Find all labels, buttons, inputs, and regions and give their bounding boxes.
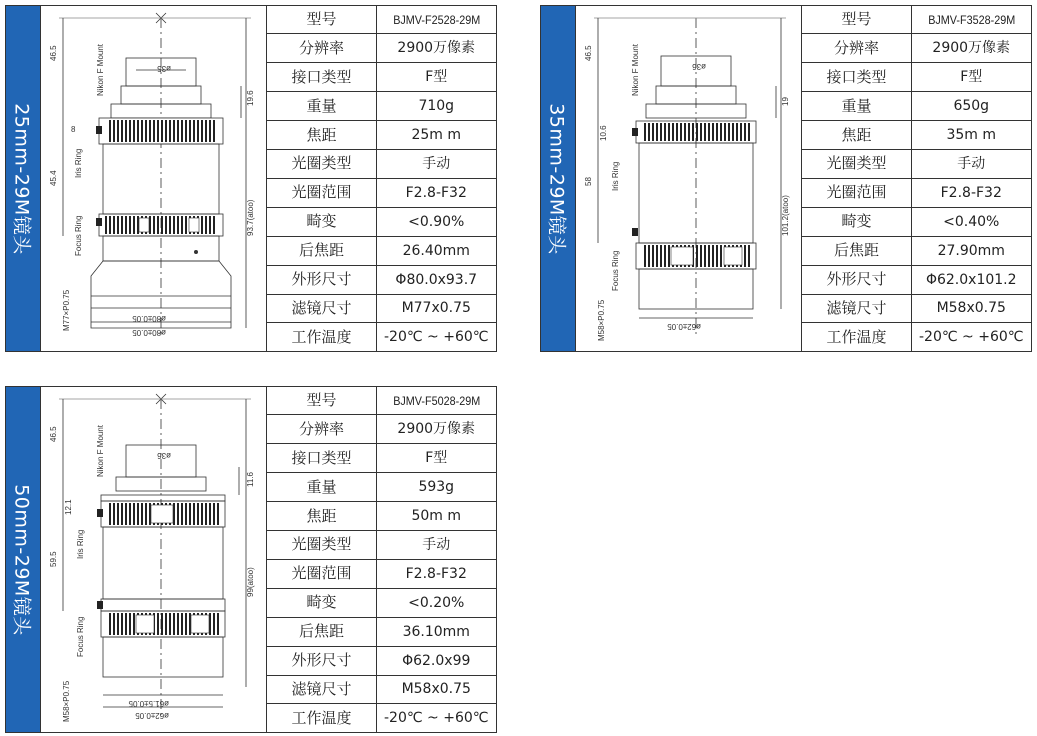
table-row	[267, 444, 496, 473]
spec-key: 光圈范围	[802, 178, 912, 207]
spec-table	[266, 6, 496, 351]
table-row	[802, 6, 1031, 34]
spec-key: 分辨率	[267, 34, 377, 63]
focus-ring-label: Focus Ring	[76, 616, 85, 657]
spec-key: 焦距	[267, 502, 377, 531]
table-row	[267, 617, 496, 646]
table-row	[267, 323, 496, 351]
iris-knurl	[107, 120, 217, 142]
table-row	[267, 704, 496, 732]
table-row	[267, 63, 496, 92]
lens-card-25mm	[5, 5, 497, 352]
spec-value: 593g	[377, 473, 496, 502]
spec-value: Φ62.0x101.2	[912, 265, 1031, 294]
mount-label: Nikon F Mount	[631, 43, 640, 96]
spec-value: 25m m	[377, 121, 496, 150]
spec-key: 畸变	[802, 207, 912, 236]
table-row	[267, 531, 496, 560]
spec-key: 重量	[267, 473, 377, 502]
table-row	[267, 265, 496, 294]
lens-card-35mm	[540, 5, 1032, 352]
dim-front-diameter: ø61.5±0.05	[128, 699, 169, 708]
spec-key: 后焦距	[267, 236, 377, 265]
spec-value: 50m m	[377, 502, 496, 531]
spec-value: M77x0.75	[377, 294, 496, 323]
spec-value: BJMV-F3528-29M	[917, 6, 1024, 34]
table-row	[267, 588, 496, 617]
spec-value: F2.8-F32	[377, 559, 496, 588]
spec-key: 工作温度	[267, 704, 377, 732]
table-row	[267, 502, 496, 531]
spec-value: 手动	[377, 531, 496, 560]
spec-value: 26.40mm	[377, 236, 496, 265]
spec-value: F型	[377, 444, 496, 473]
spec-value: -20℃ ~ +60℃	[377, 323, 496, 351]
lens-drawing	[575, 6, 801, 351]
dim-front-diameter: ø80±0.05	[132, 314, 166, 323]
spec-key: 接口类型	[802, 63, 912, 92]
spec-value: F型	[912, 63, 1031, 92]
dim-mount-diameter: ø36	[692, 62, 706, 71]
table-row	[267, 473, 496, 502]
table-row	[267, 121, 496, 150]
spec-key: 型号	[267, 387, 377, 415]
spec-value: <0.40%	[912, 207, 1031, 236]
table-row	[267, 207, 496, 236]
table-row	[267, 294, 496, 323]
iris-ring-label: Iris Ring	[611, 161, 620, 191]
dim-outer-diameter: ø62±0.05	[135, 711, 169, 720]
spec-key: 工作温度	[267, 323, 377, 351]
spec-value: 27.90mm	[912, 236, 1031, 265]
table-row	[267, 559, 496, 588]
side-label	[6, 387, 40, 732]
lens-diagram	[41, 6, 266, 351]
focus-knurl	[105, 216, 217, 234]
spec-key: 型号	[267, 6, 377, 34]
dim-mount-depth: 19.6	[246, 90, 255, 106]
thread-label: M77×P0.75	[62, 289, 71, 331]
lens-drawing	[40, 6, 266, 351]
spec-value: <0.20%	[377, 588, 496, 617]
spec-key: 接口类型	[267, 63, 377, 92]
spec-value: F2.8-F32	[377, 178, 496, 207]
dim-height-top: 46.5	[584, 45, 593, 61]
spec-value: 2900万像素	[377, 34, 496, 63]
dim-body-length: 45.4	[49, 170, 58, 186]
spec-value: 650g	[912, 92, 1031, 121]
thread-label: M58×P0.75	[597, 299, 606, 341]
spec-value: 710g	[377, 92, 496, 121]
spec-key: 重量	[267, 92, 377, 121]
spec-key: 外形尺寸	[267, 646, 377, 675]
table-row	[802, 236, 1031, 265]
spec-value: -20℃ ~ +60℃	[377, 704, 496, 732]
dim-mount-diameter: ø36	[157, 451, 171, 460]
table-row	[267, 415, 496, 444]
spec-key: 畸变	[267, 588, 377, 617]
spec-key: 滤镜尺寸	[267, 294, 377, 323]
spec-key: 光圈范围	[267, 178, 377, 207]
dim-total-length: 99(atoo)	[246, 567, 255, 597]
dim-outer-diameter: ø62±0.05	[667, 322, 701, 331]
spec-value: Φ80.0x93.7	[377, 265, 496, 294]
spec-table	[266, 387, 496, 732]
table-row	[802, 323, 1031, 351]
table-row	[267, 178, 496, 207]
focus-ring-label: Focus Ring	[74, 215, 83, 256]
table-row	[267, 92, 496, 121]
table-row	[802, 150, 1031, 179]
spec-key: 畸变	[267, 207, 377, 236]
spec-value: F2.8-F32	[912, 178, 1031, 207]
dim-height-top: 46.5	[49, 426, 58, 442]
table-row	[267, 150, 496, 179]
spec-value: M58x0.75	[912, 294, 1031, 323]
spec-table	[801, 6, 1031, 351]
lens-card-50mm	[5, 386, 497, 733]
table-row	[802, 34, 1031, 63]
spec-value: <0.90%	[377, 207, 496, 236]
mount-label: Nikon F Mount	[96, 424, 105, 477]
spec-key: 光圈类型	[267, 531, 377, 560]
side-label-text: 35mm-29M镜头	[545, 102, 568, 255]
table-row	[802, 178, 1031, 207]
side-label	[6, 6, 40, 351]
dim-body-length: 58	[584, 177, 593, 186]
spec-value: 35m m	[912, 121, 1031, 150]
spec-key: 光圈类型	[267, 150, 377, 179]
spec-value: BJMV-F5028-29M	[382, 387, 489, 415]
dim-total-length: 93.7(atoo)	[246, 199, 255, 236]
dim-mount-depth: 19	[781, 97, 790, 106]
spec-value: BJMV-F2528-29M	[382, 6, 489, 34]
table-row	[802, 207, 1031, 236]
dim-mount-depth: 11.6	[246, 472, 255, 487]
spec-key: 滤镜尺寸	[267, 675, 377, 704]
lens-diagram	[41, 387, 266, 732]
dim-height-top: 46.5	[49, 45, 58, 61]
spec-key: 光圈类型	[802, 150, 912, 179]
lens-drawing	[40, 387, 266, 732]
spec-key: 滤镜尺寸	[802, 294, 912, 323]
spec-value: 2900万像素	[912, 34, 1031, 63]
spec-key: 型号	[802, 6, 912, 34]
table-row	[802, 121, 1031, 150]
spec-key: 工作温度	[802, 323, 912, 351]
dim-iris-width: 8	[71, 125, 76, 134]
iris-ring-label: Iris Ring	[74, 148, 83, 178]
spec-key: 焦距	[267, 121, 377, 150]
dim-mount-diameter: ø35	[157, 64, 171, 73]
dim-outer-diameter: ø80±0.05	[132, 328, 166, 337]
mount-label: Nikon F Mount	[96, 43, 105, 96]
table-row	[267, 34, 496, 63]
side-label	[541, 6, 575, 351]
spec-key: 光圈范围	[267, 559, 377, 588]
dim-total-length: 101.2(atoo)	[781, 195, 790, 236]
table-row	[802, 92, 1031, 121]
dim-iris-width: 10.6	[599, 125, 608, 141]
spec-value: 36.10mm	[377, 617, 496, 646]
table-row	[802, 265, 1031, 294]
spec-key: 重量	[802, 92, 912, 121]
iris-ring-label: Iris Ring	[76, 529, 85, 559]
table-row	[802, 294, 1031, 323]
spec-value: -20℃ ~ +60℃	[912, 323, 1031, 351]
spec-value: 2900万像素	[377, 415, 496, 444]
table-row	[802, 63, 1031, 92]
spec-key: 后焦距	[267, 617, 377, 646]
table-row	[267, 675, 496, 704]
spec-value: M58x0.75	[377, 675, 496, 704]
side-label-text: 25mm-29M镜头	[10, 102, 33, 255]
table-row	[267, 236, 496, 265]
spec-key: 分辨率	[267, 415, 377, 444]
table-row	[267, 387, 496, 415]
thread-label: M58×P0.75	[62, 680, 71, 722]
dim-body-length: 59.5	[49, 551, 58, 567]
spec-value: 手动	[377, 150, 496, 179]
spec-value: F型	[377, 63, 496, 92]
spec-key: 焦距	[802, 121, 912, 150]
focus-ring-label: Focus Ring	[611, 250, 620, 291]
spec-key: 外形尺寸	[802, 265, 912, 294]
spec-value: 手动	[912, 150, 1031, 179]
spec-key: 分辨率	[802, 34, 912, 63]
spec-key: 外形尺寸	[267, 265, 377, 294]
table-row	[267, 6, 496, 34]
spec-value: Φ62.0x99	[377, 646, 496, 675]
lens-diagram	[576, 6, 801, 351]
side-label-text: 50mm-29M镜头	[10, 483, 33, 636]
table-row	[267, 646, 496, 675]
spec-key: 后焦距	[802, 236, 912, 265]
spec-key: 接口类型	[267, 444, 377, 473]
dim-iris-width: 12.1	[64, 499, 73, 515]
